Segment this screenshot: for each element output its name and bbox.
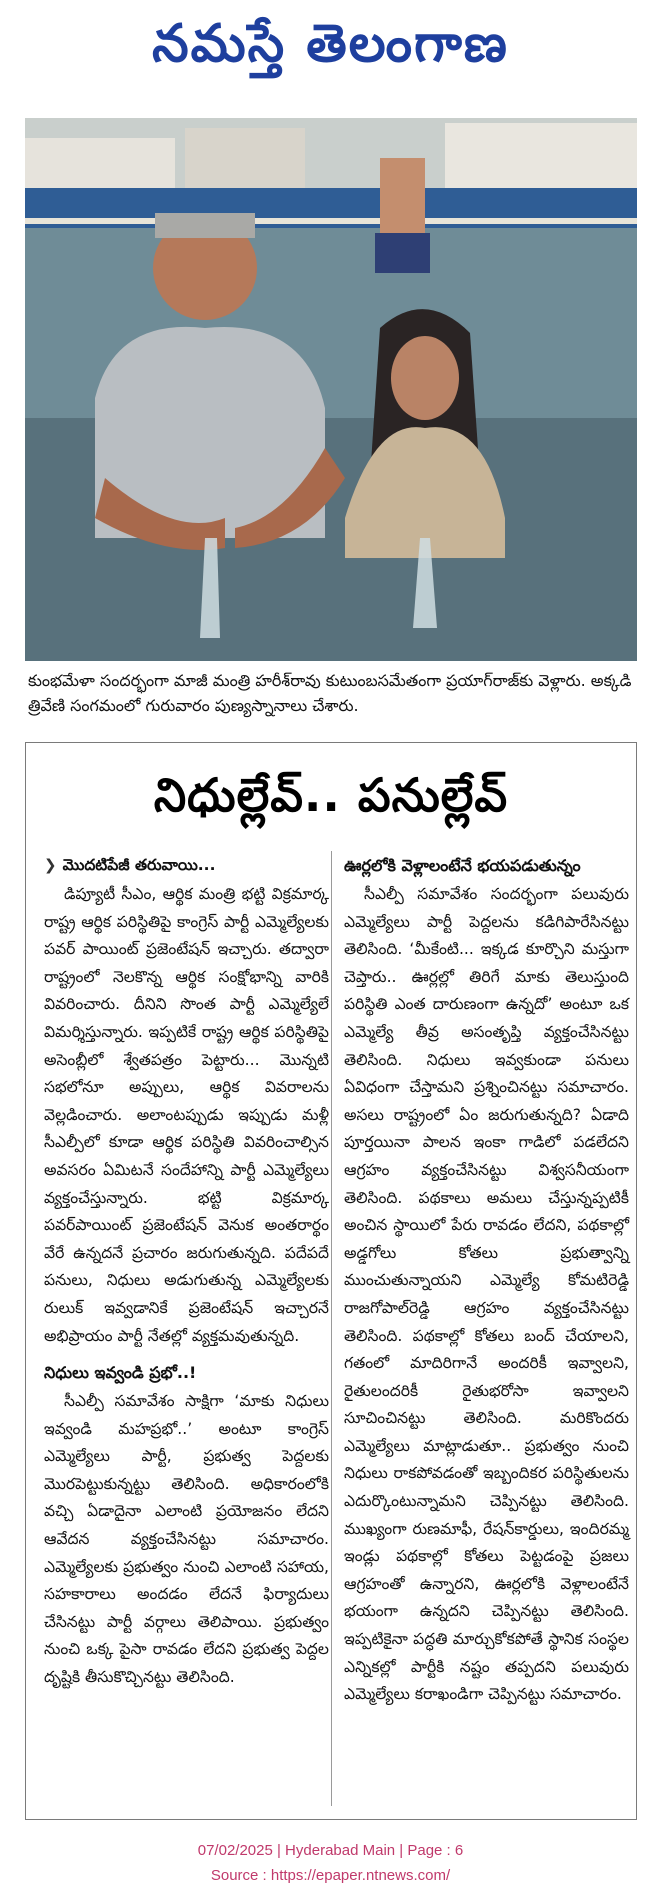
paragraph: సీఎల్పీ సమావేశం సందర్భంగా పలువురు ఎమ్మెల్యేలు పార్టీ పెద్దలను కడిగిపారేసినట్టు తెలిసింది. ‘మీకేంటి... ఇక్కడ కూర్చొని మస్తుగా చెప్తారు.. ఊర్లల్లో తిరిగే మాకు తెలుస్తుంది పరిస్థితి ఎంత దారుణంగా ఉన్నదో’ అంటూ ఒక ఎమ్మెల్యే తీవ్ర అసంతృప్తి వ్యక్తంచేసినట్టు తెలిసింది. నిధులు ఇవ్వకుండా పనులు ఏవిధంగా చేస్తామని ప్రశ్నించినట్టు సమాచారం. అసలు రాష్ట్రంలో ఏం జరుగుతున్నది? ఏడాది పూర్తయినా పాలన ఇంకా గాడిలో పడలేదని ఆగ్రహం వ్యక్తంచేసినట్టు విశ్వసనీయంగా తెలిసింది. పథకాలు అమలు చేస్తున్నప్పటికీ అంచిన స్థాయిలో పేరు రావడం లేదని, పథకాల్లో అడ్డగోలు కోతలు ప్రభుత్వాన్ని ముంచుతున్నాయని ఎమ్మెల్యే కోమటిరెడ్డి రాజగోపాల్‌రెడ్డి ఆగ్రహం వ్యక్తంచేసినట్టు తెలిసింది. పథకాల్లో కోతలు బంద్ చేయాలని, గతంలో మాదిరిగానే అందరికీ ఇవ్వాలని, రైతులందరికీ రైతుభరోసా ఇవ్వాలని సూచించినట్టు తెలిసింది. మరికొందరు ఎమ్మెల్యేలు మాట్లాడుతూ.. ప్రభుత్వం నుంచి నిధులు రాకపోవడంతో ఇబ్బందికర పరిస్థితులను ఎదుర్కొంటున్నామని చెప్పినట్టు తెలిసింది. ముఖ్యంగా రుణమాఫీ, రేషన్‌కార్డులు, ఇందిరమ్మ ఇండ్లు పథకాల్లో కోతలు పెట్టడంపై ప్రజలు ఆగ్రహంతో ఉన్నారని, ఊర్లలోకి వెళ్లాలంటేనే భయంగా ఉన్నదని చెప్పినట్టు తెలిసింది. ఇప్పటికైనా పద్ధతి మార్చుకోకపోతే స్థానిక సంస్థల ఎన్నికల్లో పార్టీకి నష్టం తప్పదని పలువురు ఎమ్మెల్యేలు కరాఖండిగా చెప్పినట్టు సమాచారం. <box>344 885 629 1704</box>
chevron-right-icon: ❯ <box>44 856 57 874</box>
footer-date-edition: 07/02/2025 | Hyderabad Main | Page : 6 <box>197 1842 464 1859</box>
section-subhead: ఊర్లలోకి వెళ్లాలంటేనే భయపడుతున్నం <box>344 856 581 875</box>
paragraph: డిప్యూటీ సీఎం, ఆర్థిక మంత్రి భట్టి విక్రమార్క రాష్ట్ర ఆర్థిక పరిస్థితిపై కాంగ్రెస్ పార్టీ ఎమ్మెల్యేలకు పవర్ పాయింట్ ప్రజెంటేషన్ ఇచ్చారు. తద్వారా రాష్ట్రంలో నెలకొన్న ఆర్థిక సంక్షోభాన్ని వారికి వివరించారు. దీనిని సొంత పార్టీ ఎమ్మెల్యేలే విమర్శిస్తున్నారు. ఇప్పటికే రాష్ట్ర ఆర్థిక పరిస్థితిపై అసెంబ్లీలో శ్వేతపత్రం పెట్టారు... మొన్నటి సభలోనూ అప్పులు, ఆర్థిక వివరాలను వెల్లడించారు. అలాంటప్పుడు ఇప్పుడు మళ్లీ సీఎల్పీలో కూడా ఆర్థిక పరిస్థితి వివరించాల్సిన అవసరం ఏమిటనే సందేహాన్ని పార్టీ ఎమ్మెల్యేలు వ్యక్తంచేస్తున్నారు. భట్టి విక్రమార్క పవర్‌పాయింట్ ప్రజెంటేషన్ వెనుక అంతరార్థం వేరే ఉన్నదనే ప్రచారం జరుగుతున్నది. పదేపదే పనులు, నిధులు అడుగుతున్న ఎమ్మెల్యేలకు రులుక్ ఇవ్వడానికే ప్రజెంటేషన్ ఇచ్చారనే అభిప్రాయం పార్టీ నేతల్లో వ్యక్తమవుతున్నది. <box>44 885 329 1345</box>
column-divider <box>331 851 332 1806</box>
news-article <box>25 742 637 1820</box>
photo-caption: కుంభమేళా సందర్భంగా మాజీ మంత్రి హరీశ్‌రావు కుటుంబసమేతంగా ప్రయాగ్‌రాజ్‌కు వెళ్లారు. అక్కడి త్రివేణి సంగమంలో గురువారం పుణ్యస్నానాలు చేశారు. <box>28 671 632 715</box>
news-photo <box>25 118 637 661</box>
section-subhead: నిధులు ఇవ్వండి ప్రభో..! <box>44 1363 197 1383</box>
article-column-left <box>44 851 329 1811</box>
photo-illustration <box>25 118 637 661</box>
newspaper-masthead: నమస్తే తెలంగాణ <box>152 13 509 74</box>
page-footer <box>0 1838 661 1888</box>
footer-source-link[interactable]: Source : https://epaper.ntnews.com/ <box>210 1867 451 1884</box>
article-headline: నిధుల్లేవ్.. పనుల్లేవ్ <box>153 768 509 822</box>
article-column-right <box>344 851 629 1811</box>
continuation-kicker <box>44 851 329 879</box>
paragraph: సీఎల్పీ సమావేశం సాక్షిగా ‘మాకు నిధులు ఇవ్వండి మహప్రభో..’ అంటూ కాంగ్రెస్ ఎమ్మెల్యేలు పార్టీ, ప్రభుత్వ పెద్దలకు మొరపెట్టుకున్నట్టు తెలిసింది. అధికారంలోకి వచ్చి ఏడాదైనా ఎలాంటి ప్రయోజనం లేదని ఆవేదన వ్యక్తంచేసినట్టు సమాచారం. ఎమ్మెల్యేలకు ప్రభుత్వం నుంచి ఎలాంటి సహాయ, సహకారాలు అందడం లేదనే ఫిర్యాదులు చేసినట్టు పార్టీ వర్గాలు తెలిపాయి. ప్రభుత్వం నుంచి ఒక్క పైసా రావడం లేదని ప్రభుత్వ పెద్దల దృష్టికి తీసుకొచ్చినట్టు తెలిసింది. <box>44 1392 329 1687</box>
kicker-text: మొదటిపేజీ తరువాయి... <box>62 856 216 874</box>
